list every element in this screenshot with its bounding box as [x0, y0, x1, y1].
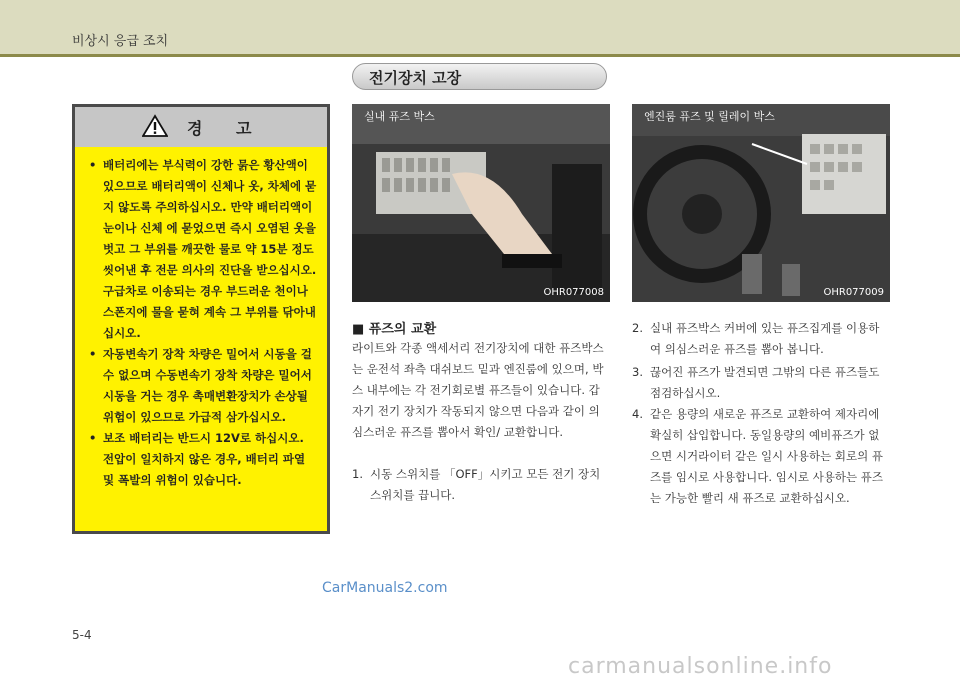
fuse-step: [632, 404, 890, 509]
warning-icon: [142, 114, 168, 138]
step-text: 시동 스위치를 「OFF」시키고 모든 전기 장치 스위치를 끕니다.: [370, 467, 601, 502]
header-rule: [0, 54, 960, 57]
fuse-intro: 라이트와 각종 액세서리 전기장치에 대한 퓨즈박스는 운전석 좌측 대쉬보드 밑과 엔진룸에 있으며, 박스 내부에는 각 전기회로별 퓨즈들이 있습니다. 갑자기 전기 장치가 작동되지 않으면 다음과 같이 의심스러운 퓨즈를 뽑아서 확인/ 교환합니다.: [352, 341, 604, 439]
photo-code: OHR077008: [543, 287, 604, 298]
fuse-step: [352, 464, 610, 506]
step-number: 1.: [352, 467, 363, 481]
step-text: 실내 퓨즈박스 커버에 있는 퓨즈집게를 이용하여 의심스러운 퓨즈를 뽑아 봅니다.: [650, 321, 880, 356]
section-title-pill: [352, 63, 607, 90]
warning-box: [72, 104, 330, 534]
fuse-heading: ■ 퓨즈의 교환: [352, 322, 437, 337]
fuse-step: [632, 318, 890, 360]
step-text: 같은 용량의 새로운 퓨즈로 교환하여 제자리에 확실히 삽입합니다. 동일용량의 예비퓨즈가 없으면 시거라이터 같은 일시 사용하는 회로의 퓨즈를 임시로 사용합니다. 임시로 사용하는 퓨즈는 가능한 빨리 새 퓨즈로 교환하십시오.: [650, 407, 884, 505]
section-title: 전기장치 고장: [369, 69, 462, 87]
warning-body: [75, 147, 327, 531]
warning-item: • 자동변속기 장착 차량은 밀어서 시동을 걸 수 없으며 수동변속기 장착 차량은 밀어서 시동을 거는 경우 촉매변환장치가 손상될 위험이 있으므로 가급적 삼가십시오.: [89, 344, 317, 428]
fuse-step: [632, 362, 890, 404]
photo-caption: 엔진룸 퓨즈 및 릴레이 박스: [644, 110, 775, 123]
warning-item: • 배터리에는 부식력이 강한 묽은 황산액이 있으므로 배터리액이 신체나 옷, 차체에 묻지 않도록 주의하십시오. 만약 배터리액이 눈이나 신체 에 묻었으면 즉시 오염된 옷을 벗고 그 부위를 깨끗한 물로 약 15분 정도 씻어낸 후 전문 의사의 진단을 받으십시오. 구급차로 이송되는 경우 부드러운 천이나 스폰지에 물을 묻혀 계속 그 부위를 닦아내십시오.: [89, 155, 317, 344]
photo-caption: 실내 퓨즈 박스: [364, 110, 435, 123]
site-watermark: carmanualsonline.info: [568, 654, 833, 679]
step-number: 4.: [632, 407, 643, 421]
step-number: 3.: [632, 365, 643, 379]
page-number: 5-4: [72, 628, 92, 642]
interior-fuse-box-photo: [352, 104, 610, 302]
step-number: 2.: [632, 321, 643, 335]
step-text: 끊어진 퓨즈가 발견되면 그밖의 다른 퓨즈들도 점검하십시오.: [650, 365, 880, 400]
warning-item: • 보조 배터리는 반드시 12V로 하십시오. 전압이 일치하지 않은 경우, 배터리 파열 및 폭발의 위험이 있습니다.: [89, 428, 317, 491]
engine-room-fuse-box-illustration: [632, 104, 890, 302]
warning-title: 경 고: [187, 119, 266, 138]
chapter-title: 비상시 응급 조치: [72, 34, 169, 49]
warning-header: [75, 107, 327, 147]
warning-list: [89, 155, 317, 491]
carmanuals-watermark: CarManuals2.com: [322, 580, 448, 596]
photo-code: OHR077009: [823, 287, 884, 298]
engine-room-fuse-box-photo: [632, 104, 890, 302]
interior-fuse-box-illustration: [352, 104, 610, 302]
